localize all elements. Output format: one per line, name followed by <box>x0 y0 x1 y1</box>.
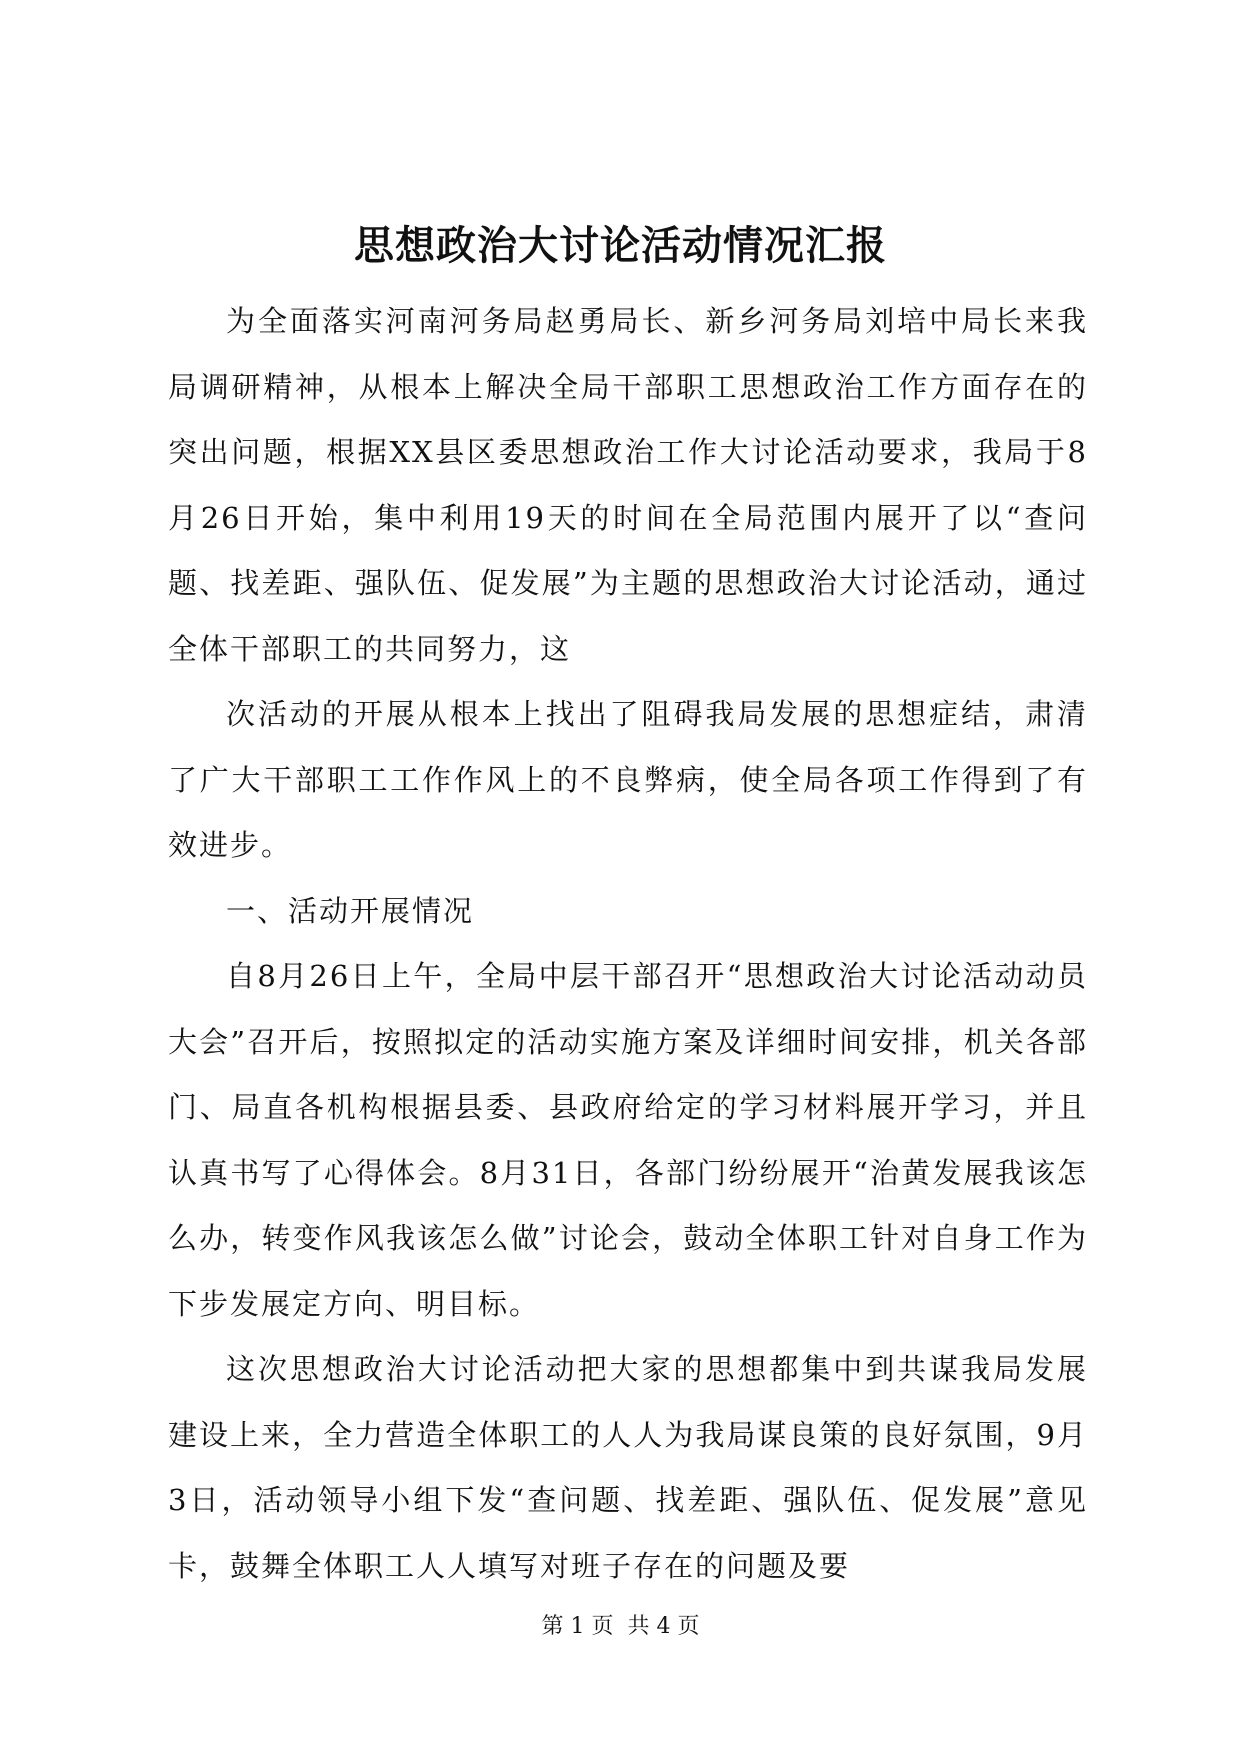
page-footer <box>0 1612 1241 1642</box>
paragraph-intro: 为全面落实河南河务局赵勇局长、新乡河务局刘培中局长来我局调研精神，从根本上解决全局干部职工思想政治工作方面存在的突出问题，根据XX县区委思想政治工作大讨论活动要求，我局于8月26日开始，集中利用19天的时间在全局范围内展开了以“查问题、找差距、强队伍、促发展”为主题的思想政治大讨论活动，通过全体干部职工的共同努力，这 <box>168 304 1088 666</box>
paragraph-discussion-atmosphere: 这次思想政治大讨论活动把大家的思想都集中到共谋我局发展建设上来，全力营造全体职工的人人为我局谋良策的良好氛围，9月3日，活动领导小组下发“查问题、找差距、强队伍、促发展”意见卡，鼓舞全体职工人人填写对班子存在的问题及要 <box>168 1352 1088 1583</box>
document-body <box>168 289 1088 1599</box>
paragraph-activity-details: 自8月26日上午，全局中层干部召开“思想政治大讨论活动动员大会”召开后，按照拟定的活动实施方案及详细时间安排，机关各部门、局直各机构根据县委、县政府给定的学习材料展开学习，并且认真书写了心得体会。8月31日，各部门纷纷展开“治黄发展我该怎么办，转变作风我该怎么做”讨论会，鼓动全体职工针对自身工作为下步发展定方向、明目标。 <box>168 959 1088 1321</box>
section-heading-activity: 一、活动开展情况 <box>226 893 475 928</box>
page-number-label: 第 1 页 共 4 页 <box>541 1614 700 1639</box>
document-title: 思想政治大讨论活动情况汇报 <box>354 222 887 269</box>
paragraph-intro-continued: 次活动的开展从根本上找出了阻碍我局发展的思想症结，肃清了广大干部职工工作作风上的不良弊病，使全局各项工作得到了有效进步。 <box>168 697 1088 862</box>
